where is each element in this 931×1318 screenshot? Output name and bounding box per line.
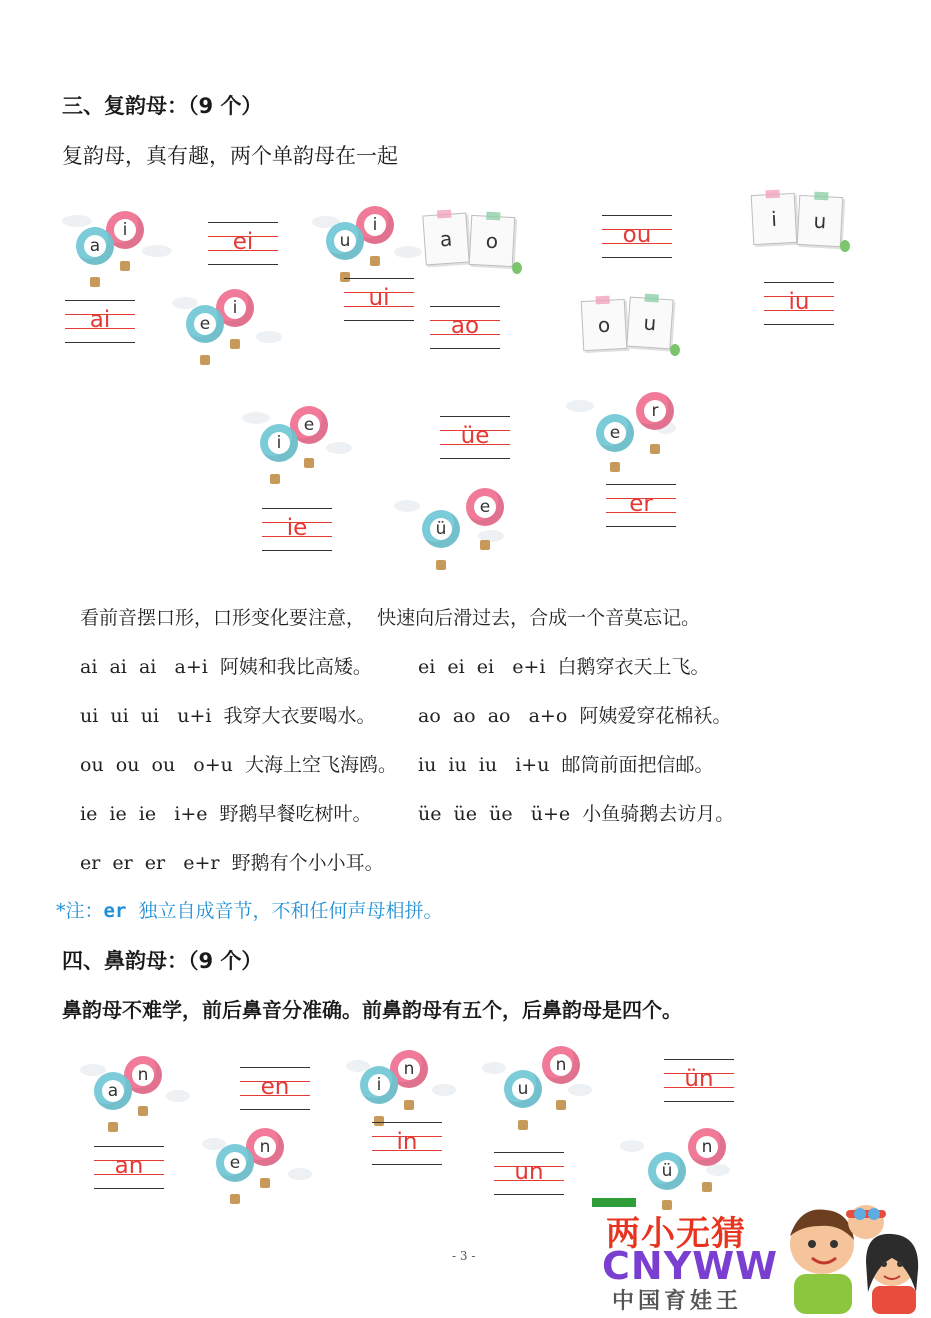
final-word: ao bbox=[450, 313, 480, 339]
balloon-heart bbox=[186, 305, 224, 343]
rhyme-intro: 看前音摆口形，口形变化要注意， 快速向后滑过去，合成一个音莫忘记。 bbox=[80, 607, 701, 629]
balloon-heart bbox=[688, 1128, 726, 1166]
card bbox=[422, 213, 469, 266]
er-note bbox=[56, 896, 443, 923]
balloon-heart bbox=[422, 510, 460, 548]
balloon-heart bbox=[216, 1144, 254, 1182]
balloon-vn bbox=[620, 1124, 730, 1212]
balloon-ai bbox=[62, 205, 172, 293]
watermark-cn: 两小无猜 bbox=[606, 1214, 746, 1254]
watermark-sub: 中国育娃王 bbox=[612, 1289, 743, 1314]
balloon-letter: n bbox=[254, 1136, 276, 1158]
balloon-heart bbox=[596, 414, 634, 452]
card bbox=[581, 299, 628, 351]
final-word: ai bbox=[89, 307, 111, 333]
writing-grid-vn bbox=[664, 1059, 734, 1103]
card-letter: o bbox=[485, 228, 499, 254]
balloon-heart bbox=[260, 424, 298, 462]
balloon-heart bbox=[504, 1070, 542, 1108]
balloon-heart bbox=[76, 227, 114, 265]
balloon-letter: i bbox=[114, 219, 136, 241]
balloon-in bbox=[346, 1044, 456, 1132]
rhyme-line-left: er er er e+r 野鹅有个小小耳。 bbox=[80, 852, 384, 874]
section-4-intro: 鼻韵母不难学，前后鼻音分准确。前鼻韵母有五个，后鼻韵母是四个。 bbox=[62, 998, 682, 1022]
writing-grid-iu bbox=[764, 282, 834, 326]
writing-grid-ve bbox=[440, 416, 510, 460]
balloon-letter: n bbox=[696, 1136, 718, 1158]
balloon-letter: a bbox=[102, 1080, 124, 1102]
section-3-heading: 三、复韵母：（9 个） bbox=[62, 94, 263, 118]
final-word: üe bbox=[460, 423, 490, 449]
balloon-an bbox=[80, 1050, 190, 1138]
writing-grid-ui bbox=[344, 278, 414, 322]
writing-grid-ei bbox=[208, 222, 278, 266]
card-letter: i bbox=[770, 206, 778, 232]
rhyme-line-left: ou ou ou o+u 大海上空飞海鸥。 bbox=[80, 754, 397, 776]
balloon-ve bbox=[394, 484, 504, 572]
final-word: ün bbox=[684, 1066, 714, 1092]
balloon-letter: e bbox=[474, 496, 496, 518]
final-word: un bbox=[514, 1159, 544, 1185]
writing-grid-un bbox=[494, 1152, 564, 1196]
note-prefix: *注： bbox=[56, 900, 104, 922]
balloon-letter: i bbox=[224, 297, 246, 319]
card bbox=[751, 193, 798, 245]
rhyme-line-right: ao ao ao a+o 阿姨爱穿花棉袄。 bbox=[418, 705, 732, 727]
balloon-letter: i bbox=[364, 214, 386, 236]
cards-ou bbox=[582, 292, 682, 372]
writing-grid-er bbox=[606, 484, 676, 528]
final-word: en bbox=[260, 1074, 290, 1100]
card bbox=[469, 215, 516, 267]
balloon-heart bbox=[326, 222, 364, 260]
final-word: in bbox=[396, 1129, 418, 1155]
watermark-en: CNYWW bbox=[602, 1244, 779, 1288]
rhyme-line-left: ie ie ie i+e 野鹅早餐吃树叶。 bbox=[80, 803, 372, 825]
rhyme-line-right: ei ei ei e+i 白鹅穿衣天上飞。 bbox=[418, 656, 710, 678]
writing-grid-ou bbox=[602, 215, 672, 259]
section-3-intro: 复韵母，真有趣，两个单韵母在一起 bbox=[62, 144, 398, 168]
balloon-heart bbox=[94, 1072, 132, 1110]
rhyme-line-right: iu iu iu i+u 邮筒前面把信邮。 bbox=[418, 754, 714, 776]
card bbox=[797, 195, 844, 247]
final-word: an bbox=[114, 1153, 144, 1179]
final-word: ui bbox=[368, 285, 390, 311]
balloon-letter: u bbox=[512, 1078, 534, 1100]
card-letter: u bbox=[642, 310, 658, 336]
balloon-er bbox=[566, 386, 676, 474]
card-letter: o bbox=[597, 312, 611, 338]
balloon-heart bbox=[636, 392, 674, 430]
final-word: ie bbox=[286, 515, 308, 541]
final-word: ou bbox=[622, 222, 652, 248]
balloon-heart bbox=[360, 1066, 398, 1104]
card-letter: a bbox=[439, 226, 453, 252]
balloon-heart bbox=[648, 1152, 686, 1190]
writing-grid-ao bbox=[430, 306, 500, 350]
balloon-heart bbox=[466, 488, 504, 526]
balloon-letter: n bbox=[550, 1054, 572, 1076]
card bbox=[626, 297, 673, 350]
cartoon-kids-illustration bbox=[780, 1196, 920, 1314]
balloon-letter: i bbox=[268, 432, 290, 454]
balloon-letter: ü bbox=[656, 1160, 678, 1182]
writing-grid-an bbox=[94, 1146, 164, 1190]
page-number: - 3 - bbox=[452, 1249, 476, 1263]
balloon-ie bbox=[242, 398, 352, 486]
final-word: ei bbox=[232, 229, 254, 255]
final-word: iu bbox=[788, 289, 810, 315]
note-er: er bbox=[103, 900, 127, 922]
section-4-heading: 四、鼻韵母：（9 个） bbox=[62, 949, 263, 973]
writing-grid-in bbox=[372, 1122, 442, 1166]
balloon-letter: e bbox=[224, 1152, 246, 1174]
balloon-ui bbox=[312, 200, 422, 288]
writing-grid-en bbox=[240, 1067, 310, 1111]
cards-iu bbox=[752, 190, 852, 270]
rhyme-line-left: ai ai ai a+i 阿姨和我比高矮。 bbox=[80, 656, 372, 678]
balloon-letter: e bbox=[298, 414, 320, 436]
card-letter: u bbox=[813, 208, 827, 234]
rhyme-line-left: ui ui ui u+i 我穿大衣要喝水。 bbox=[80, 705, 376, 727]
balloon-heart bbox=[542, 1046, 580, 1084]
balloon-letter: e bbox=[194, 313, 216, 335]
cards-ao bbox=[424, 208, 524, 288]
balloon-letter: ü bbox=[430, 518, 452, 540]
balloon-letter: u bbox=[334, 230, 356, 252]
writing-grid-ie bbox=[262, 508, 332, 552]
balloon-letter: n bbox=[132, 1064, 154, 1086]
balloon-un bbox=[482, 1044, 592, 1132]
balloon-letter: n bbox=[398, 1058, 420, 1080]
balloon-letter: e bbox=[604, 422, 626, 444]
balloon-ei bbox=[172, 283, 282, 371]
note-text: 独立自成音节，不和任何声母相拼。 bbox=[126, 900, 443, 922]
rhyme-line-right: üe üe üe ü+e 小鱼骑鹅去访月。 bbox=[418, 803, 735, 825]
balloon-letter: i bbox=[368, 1074, 390, 1096]
final-word: er bbox=[629, 491, 653, 517]
balloon-en bbox=[202, 1122, 312, 1210]
balloon-letter: a bbox=[84, 235, 106, 257]
balloon-letter: r bbox=[644, 400, 666, 422]
writing-grid-ai bbox=[65, 300, 135, 344]
